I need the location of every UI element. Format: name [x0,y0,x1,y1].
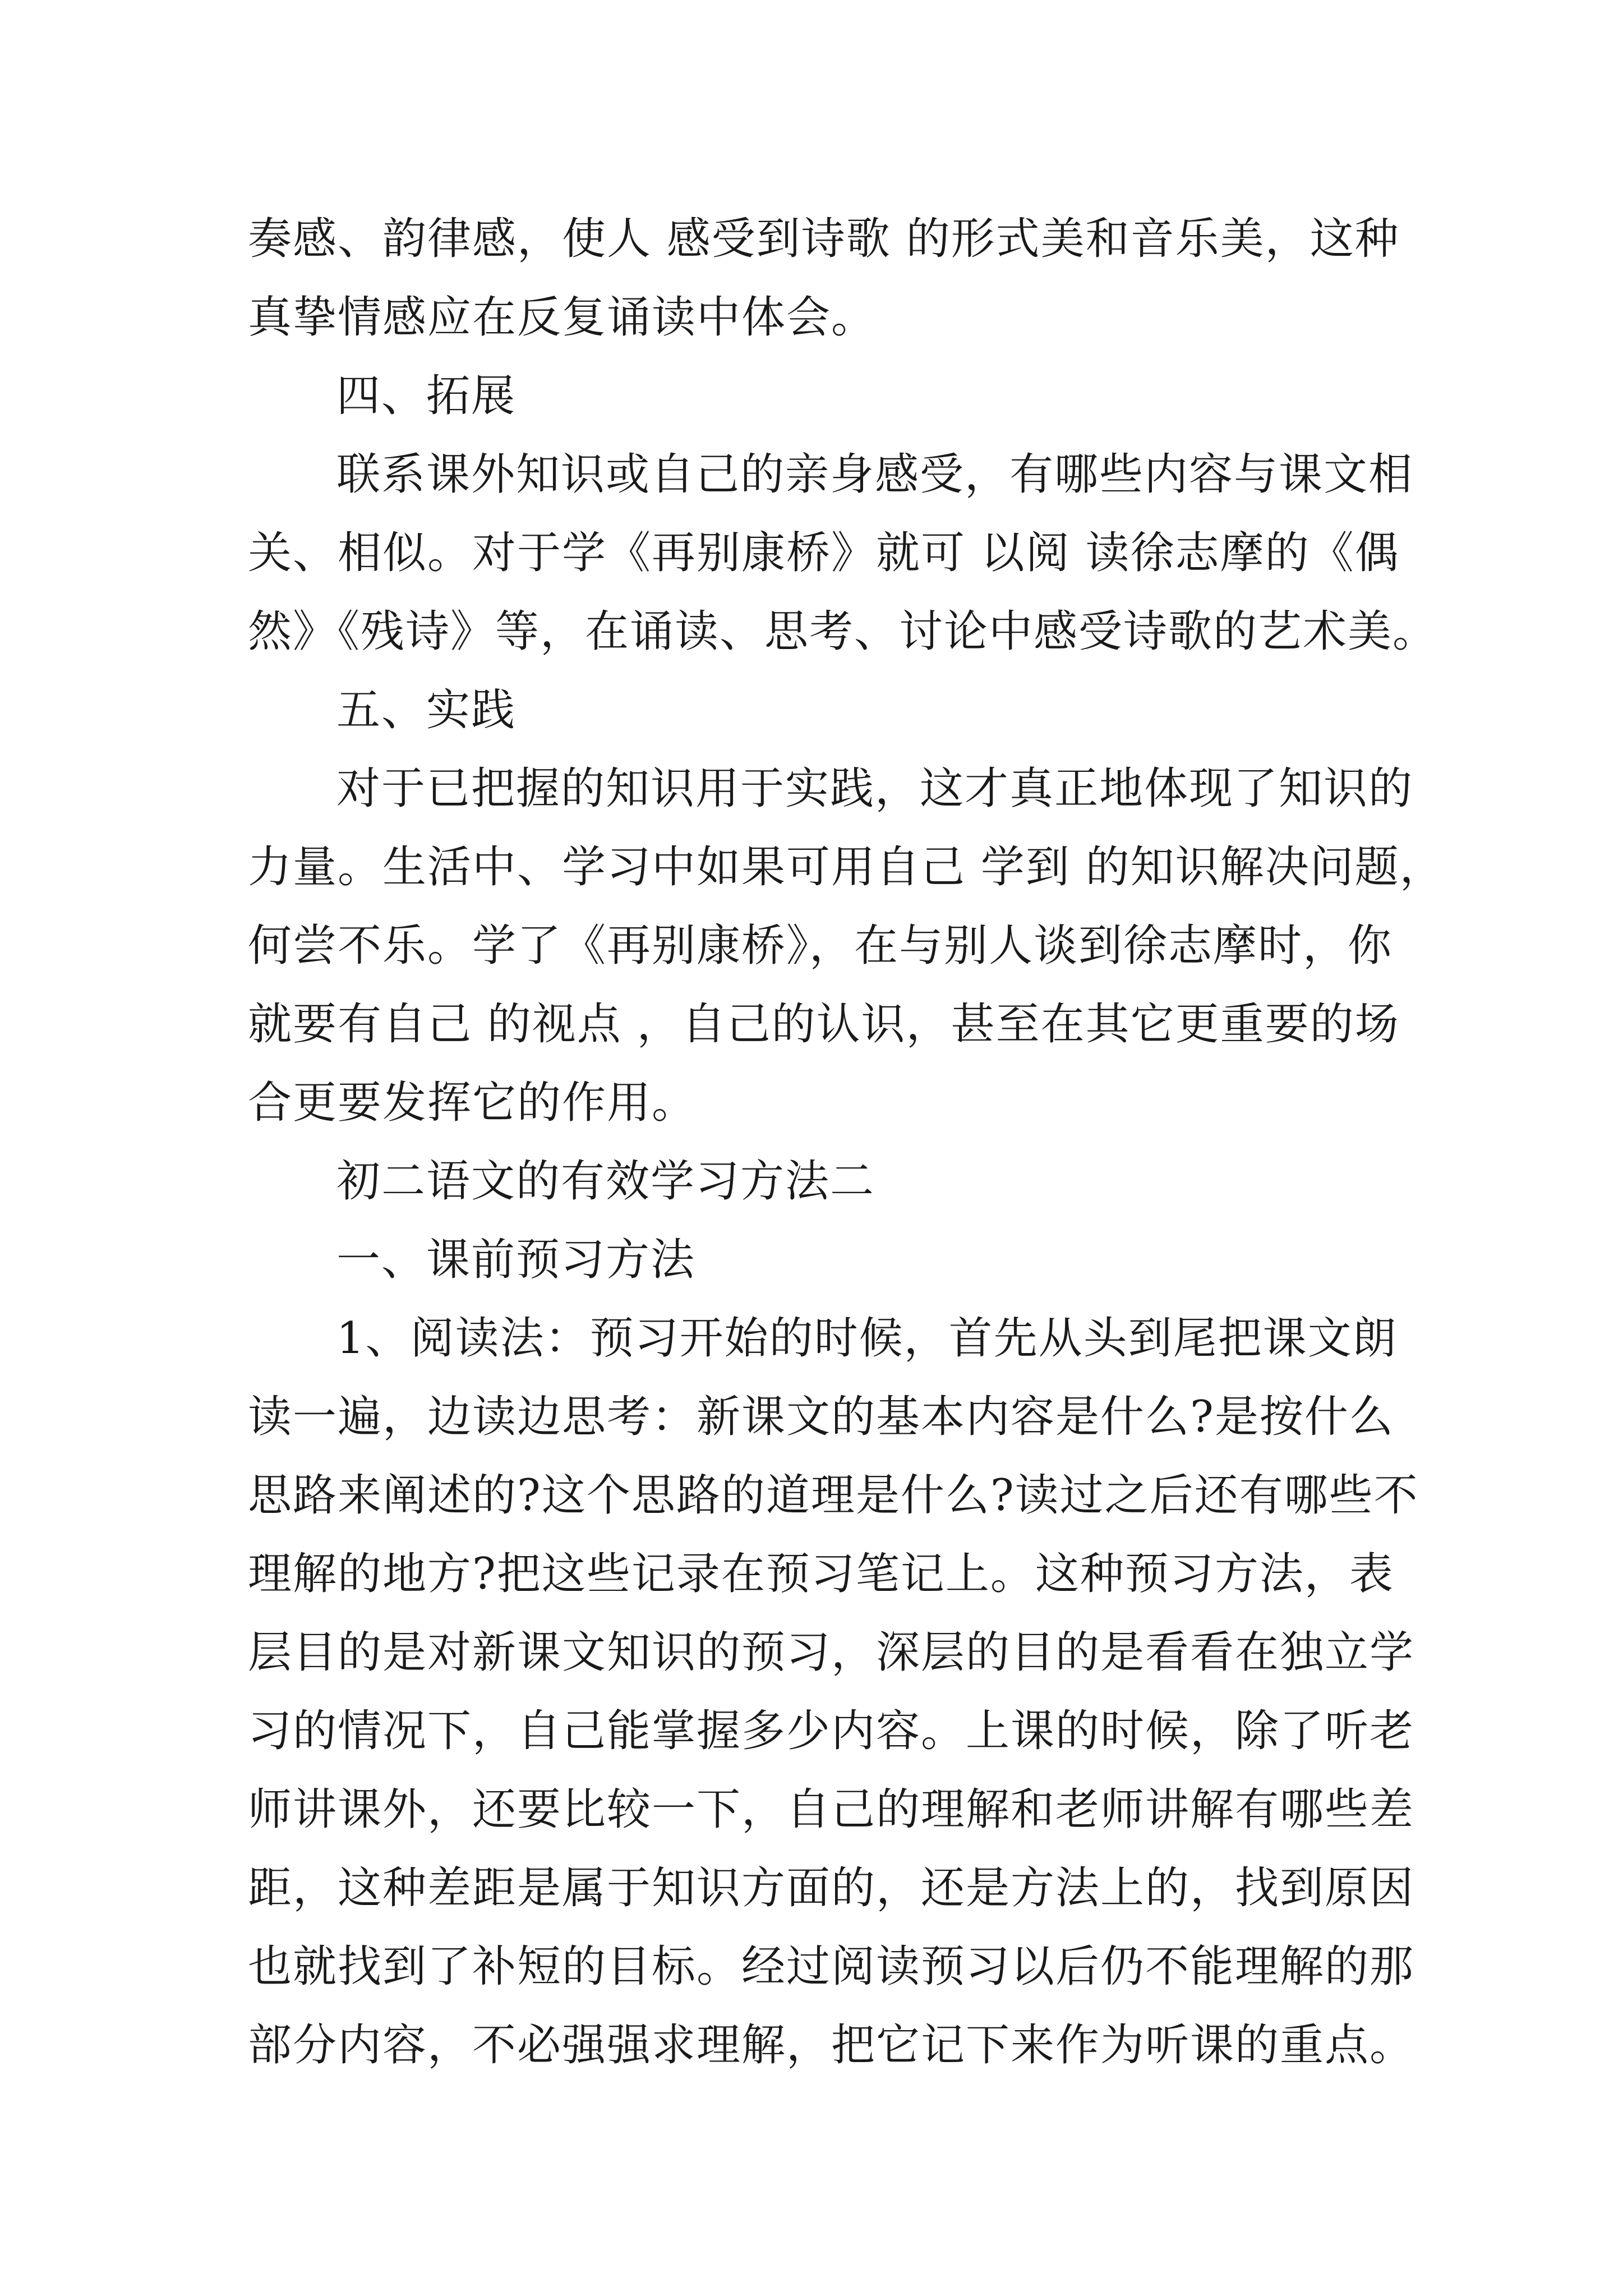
text-line: 层目的是对新课文知识的预习，深层的目的是看看在独立学 [248,1627,1415,1678]
text-line: 五、实践 [336,685,517,735]
text-line: 就要有自己 的视点 ，自己的认识，甚至在其它更重要的场 [248,999,1400,1050]
text-line: 真挚情感应在反复诵读中体会。 [248,292,877,343]
text-line: 部分内容，不必强强求理解，把它记下来作为听课的重点。 [248,2020,1415,2070]
text-line: 联系课外知识或自己的亲身感受，有哪些内容与课文相 [336,449,1414,500]
text-line: 读一遍，边读边思考：新课文的基本内容是什么?是按什么 [248,1392,1394,1442]
text-line: 习的情况下，自己能掌握多少内容。上课的时候，除了听老 [248,1706,1415,1756]
text-line: 理解的地方?把这些记录在预习笔记上。这种预习方法，表 [248,1549,1394,1599]
text-line: 距，这种差距是属于知识方面的，还是方法上的，找到原因 [248,1863,1415,1913]
text-line: 1、阅读法：预习开始的时候，首先从头到尾把课文朗 [336,1313,1398,1364]
text-line: 师讲课外，还要比较一下，自己的理解和老师讲解有哪些差 [248,1784,1415,1835]
text-line: 关、相似。对于学《再别康桥》就可 以阅 读徐志摩的《偶 [248,528,1400,578]
text-line: 初二语文的有效学习方法二 [336,1156,875,1207]
text-line: 合更要发挥它的作用。 [248,1078,697,1128]
text-line: 一、课前预习方法 [336,1235,696,1285]
text-line: 四、拓展 [336,371,517,421]
text-line: 也就找到了补短的目标。经过阅读预习以后仍不能理解的那 [248,1941,1415,1992]
body-text [248,200,1445,2085]
text-line: 奏感、韵律感，使人 感受到诗歌 的形式美和音乐美，这种 [248,214,1400,264]
text-line: 何尝不乐。学了《再别康桥》，在与别人谈到徐志摩时，你 [248,921,1393,971]
text-line: 思路来阐述的?这个思路的道理是什么?读过之后还有哪些不 [248,1470,1419,1521]
text-line: 力量。生活中、学习中如果可用自己 学到 的知识解决问题， [248,842,1445,892]
text-line: 然》《残诗》等，在诵读、思考、讨论中感受诗歌的艺术美。 [248,606,1438,657]
text-line: 对于已把握的知识用于实践，这才真正地体现了知识的 [336,763,1414,814]
